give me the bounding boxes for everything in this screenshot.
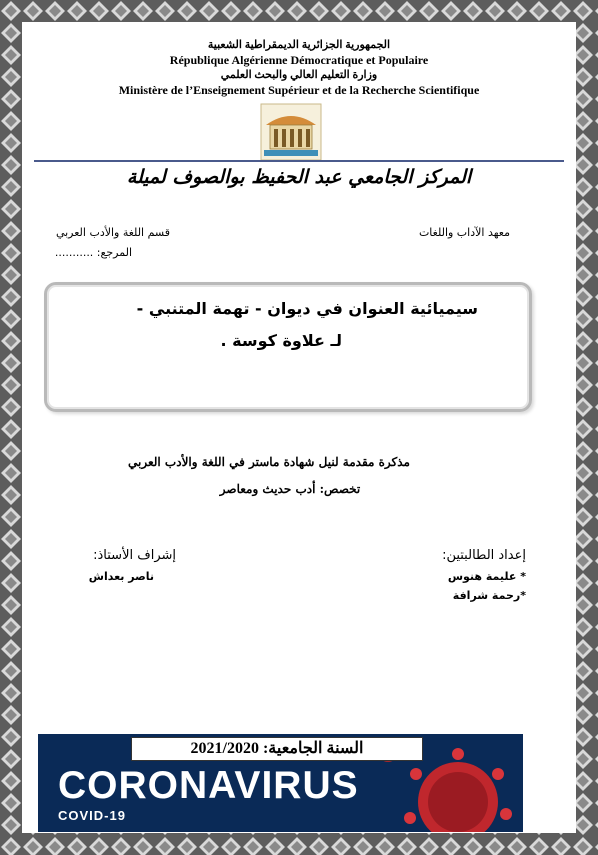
- republic-french: République Algérienne Démocratique et Populaire: [169, 53, 429, 67]
- department-name: قسم اللغة والأدب العربي: [55, 226, 170, 239]
- thesis-title-line1: سيميائية العنوان في ديوان - تهمة المتنبي -: [136, 299, 478, 318]
- thesis-description: مذكرة مقدمة لنيل شهادة ماستر في اللغة والأدب العربي: [128, 455, 410, 469]
- ministry-french: Ministère de l’Enseignement Supérieur et de la Recherche Scientifique: [118, 83, 480, 97]
- students-label: إعداد الطالبتين:: [442, 548, 526, 563]
- university-name: المركز الجامعي عبد الحفيظ بوالصوف لميلة: [126, 166, 472, 188]
- student-name-1: * عليمة هنوس: [447, 570, 526, 583]
- thesis-title-line2: لـ علاوة كوسة .: [220, 331, 342, 350]
- republic-arabic: الجمهورية الجزائرية الديمقراطية الشعبية: [207, 39, 391, 51]
- university-logo: [260, 103, 322, 161]
- ministry-arabic: وزارة التعليم العالي والبحث العلمي: [220, 69, 378, 81]
- thesis-specialty: تخصص: أدب حديث ومعاصر: [219, 482, 361, 496]
- reference-field: المرجع: ...........: [54, 246, 132, 259]
- supervisor-name: ناصر بعداش: [88, 570, 154, 583]
- student-name-2: *رحمة شرافة: [452, 589, 526, 602]
- header-rule: [34, 160, 564, 162]
- supervisor-label: إشراف الأستاذ:: [93, 548, 176, 563]
- banner-covid-text: COVID-19: [58, 808, 126, 823]
- academic-year: السنة الجامعية: 2021/2020: [131, 737, 423, 761]
- institute-name: معهد الآداب واللغات: [418, 226, 510, 239]
- banner-coronavirus-text: CORONAVIRUS: [58, 764, 359, 807]
